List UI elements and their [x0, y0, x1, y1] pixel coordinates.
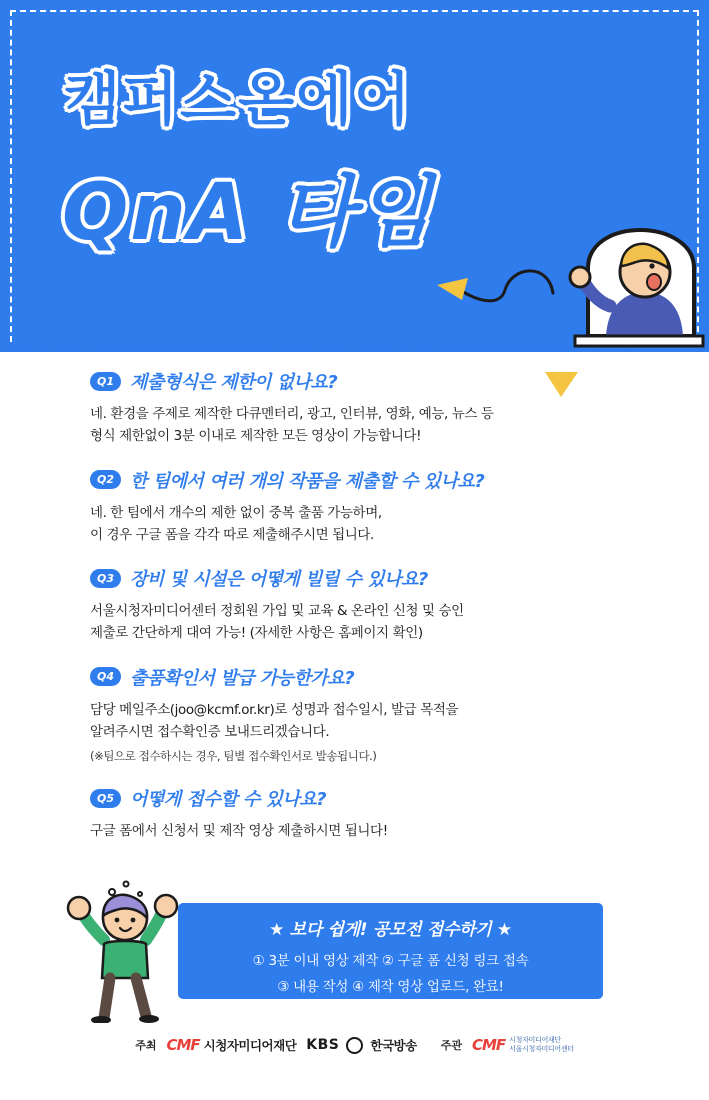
cta-title: ★ 보다 쉽게! 공모전 접수하기 ★ [269, 920, 512, 940]
footer-logos [0, 1020, 709, 1070]
qa-question: 어떻게 접수할 수 있나요? [130, 789, 327, 811]
qa-heading [90, 368, 649, 394]
qa-heading [90, 467, 649, 493]
broadcaster-logo [306, 1036, 416, 1054]
cta-box [178, 903, 603, 999]
qa-list [0, 368, 709, 861]
qa-heading [90, 565, 649, 591]
organizer-name [509, 1036, 574, 1054]
qa-answer-line: 알려주시면 접수확인증 보내드리겠습니다. [90, 723, 330, 740]
qa-badge: Q3 [90, 569, 121, 588]
hero-dashed-border-right [697, 10, 699, 342]
organizer-logo [472, 1036, 574, 1054]
qa-answer-line: 서울시청자미디어센터 정회원 가입 및 교육 & 온라인 신청 및 승인 [90, 603, 464, 620]
qa-answer [90, 502, 649, 547]
kbs-logo-icon: KBS [306, 1037, 340, 1053]
qa-item [0, 565, 709, 645]
kbs-circle-icon [346, 1037, 363, 1054]
qa-answer [90, 600, 649, 645]
qa-answer [90, 403, 649, 448]
organizer-label: 주관 [440, 1039, 462, 1052]
qa-answer-line: 네. 한 팀에서 개수의 제한 없이 중복 출품 가능하며, [90, 504, 382, 521]
qa-question: 제출형식은 제한이 없나요? [130, 372, 338, 393]
qa-item [0, 664, 709, 767]
hero-title-line2: QnA 타임 [62, 168, 435, 258]
hero-dashed-border-top [10, 10, 699, 12]
qa-badge: Q2 [90, 470, 121, 489]
cta-step-line-1: ① 3분 이내 영상 제작 ② 구글 폼 신청 링크 접속 [252, 953, 529, 969]
qa-answer-line: 담당 메일주소(joo@kcmf.or.kr)로 성명과 접수일시, 발급 목적을 [90, 701, 459, 718]
organizer-name-line1: 시청자미디어재단 [509, 1036, 561, 1045]
qa-badge: Q5 [90, 789, 121, 808]
hero-banner [0, 0, 709, 352]
qa-heading [90, 785, 649, 811]
qa-question: 한 팀에서 여러 개의 작품을 제출할 수 있나요? [130, 470, 485, 492]
qa-badge: Q1 [90, 372, 121, 391]
hero-dashed-border-left [10, 10, 12, 342]
broadcaster-name: 한국방송 [370, 1038, 417, 1053]
qa-answer [90, 820, 649, 842]
qa-answer-line: 이 경우 구글 폼을 각각 따로 제출해주시면 됩니다. [90, 526, 374, 543]
hero-dashed-border-bottom [0, 350, 709, 352]
qa-item [0, 368, 709, 448]
qa-answer [90, 699, 649, 767]
qa-answer-line: 제출로 간단하게 대여 가능! (자세한 사항은 홈페이지 확인) [90, 625, 423, 642]
host-label: 주최 [135, 1039, 157, 1052]
qa-item [0, 467, 709, 547]
organizer-name-line2: 서울시청자미디어센터 [509, 1045, 574, 1053]
qa-answer-line: 구글 폼에서 신청서 및 제작 영상 제출하시면 됩니다! [90, 823, 388, 840]
qa-answer-line: 네. 환경을 주제로 제작한 다큐멘터리, 광고, 인터뷰, 영화, 예능, 뉴스 등 [90, 406, 494, 422]
cmf-logo-icon: CMF [471, 1036, 506, 1054]
qa-item [0, 785, 709, 842]
qa-heading [90, 664, 649, 690]
qa-answer-note: (※팀으로 접수하시는 경우, 팀별 접수확인서로 발송됩니다.) [90, 749, 377, 764]
qa-answer-line: 형식 제한없이 3분 이내로 제작한 모든 영상이 가능합니다! [90, 428, 422, 445]
cmf-logo-icon: CMF [166, 1036, 200, 1054]
qa-badge: Q4 [90, 667, 121, 686]
qa-question: 장비 및 시설은 어떻게 빌릴 수 있나요? [130, 569, 428, 591]
host-name: 시청자미디어재단 [203, 1038, 297, 1053]
cta-step-line-2: ③ 내용 작성 ④ 제작 영상 업로드, 완료! [277, 979, 504, 995]
host-logo [166, 1036, 296, 1054]
hero-title-line1: 캠퍼스온에어 [64, 65, 413, 133]
qa-question: 출품확인서 발급 가능한가요? [130, 667, 355, 689]
